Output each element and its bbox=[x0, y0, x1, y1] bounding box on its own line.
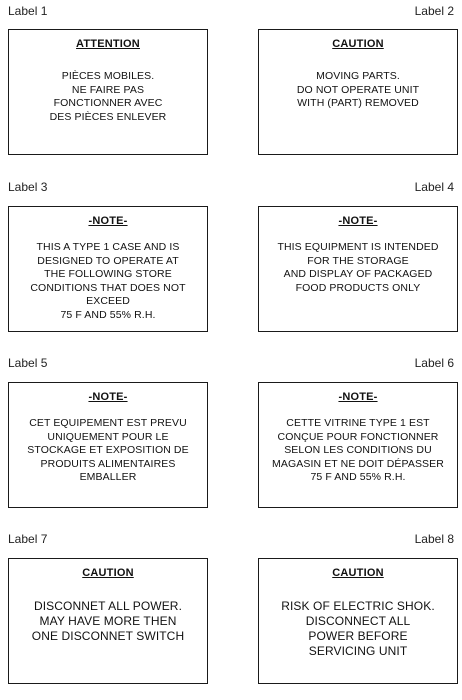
label-5-line: EMBALLER bbox=[79, 471, 137, 483]
label-8-text bbox=[259, 599, 457, 659]
label-3-line: 75 F AND 55% R.H. bbox=[60, 308, 156, 321]
label-4-line: THIS EQUIPMENT IS INTENDED bbox=[277, 241, 439, 253]
label-1-box bbox=[8, 29, 208, 155]
label-2-line: DO NOT OPERATE UNIT bbox=[296, 83, 420, 96]
label-4-caption: Label 4 bbox=[414, 180, 454, 194]
label-6-caption: Label 6 bbox=[414, 356, 454, 370]
label-2-box bbox=[258, 29, 458, 155]
label-4-heading: -NOTE- bbox=[338, 215, 378, 227]
label-3-line: DESIGNED TO OPERATE AT bbox=[37, 254, 179, 267]
label-1-text bbox=[9, 70, 207, 124]
label-6-line: 75 F AND 55% R.H. bbox=[310, 471, 406, 483]
label-8-box bbox=[258, 558, 458, 684]
label-5-box bbox=[8, 382, 208, 508]
label-5-text bbox=[9, 417, 207, 485]
label-5-line: PRODUITS ALIMENTAIRES bbox=[40, 457, 176, 470]
label-8-line: DISCONNECT ALL bbox=[305, 614, 411, 628]
label-4-line: AND DISPLAY OF PACKAGED bbox=[283, 268, 433, 280]
label-6-heading: -NOTE- bbox=[338, 391, 378, 403]
label-8-caption: Label 8 bbox=[414, 532, 454, 546]
label-8-line: POWER BEFORE bbox=[308, 629, 408, 643]
label-4-text bbox=[259, 241, 457, 295]
label-1-line: DES PIÈCES ENLEVER bbox=[49, 110, 167, 123]
label-7-heading: CAUTION bbox=[82, 567, 134, 579]
label-3-text bbox=[9, 241, 207, 322]
label-6-line: MAGASIN ET NE DOIT DÉPASSER bbox=[272, 457, 444, 470]
label-3-box bbox=[8, 206, 208, 332]
label-5-line: CET EQUIPEMENT EST PREVU bbox=[29, 417, 187, 429]
label-6-line: SELON LES CONDITIONS DU bbox=[284, 444, 432, 456]
label-7-caption: Label 7 bbox=[8, 532, 48, 546]
label-5-heading: -NOTE- bbox=[88, 391, 128, 403]
label-2-heading: CAUTION bbox=[332, 38, 384, 50]
label-1-caption: Label 1 bbox=[8, 4, 48, 18]
label-1-heading: ATTENTION bbox=[76, 38, 140, 50]
label-2-line: MOVING PARTS. bbox=[316, 70, 400, 82]
label-4-line: FOR THE STORAGE bbox=[307, 254, 409, 267]
label-2-text bbox=[259, 70, 457, 111]
label-3-caption: Label 3 bbox=[8, 180, 48, 194]
label-7-line: DISCONNET ALL POWER. bbox=[33, 599, 183, 613]
label-3-heading: -NOTE- bbox=[88, 215, 128, 227]
label-3-line: EXCEED bbox=[86, 295, 130, 307]
label-3-line: THE FOLLOWING STORE bbox=[44, 268, 172, 280]
label-5-line: UNIQUEMENT POUR LE bbox=[47, 430, 169, 443]
label-3-line: CONDITIONS THAT DOES NOT bbox=[30, 281, 186, 294]
label-6-text bbox=[259, 417, 457, 485]
label-7-text bbox=[9, 599, 207, 644]
label-1-line: NE FAIRE PAS bbox=[71, 83, 145, 96]
label-6-box bbox=[258, 382, 458, 508]
label-1-line: FONCTIONNER AVEC bbox=[53, 97, 163, 109]
label-4-line: FOOD PRODUCTS ONLY bbox=[295, 281, 421, 294]
label-2-line: WITH (PART) REMOVED bbox=[297, 97, 419, 109]
label-5-caption: Label 5 bbox=[8, 356, 48, 370]
label-1-line: PIÈCES MOBILES. bbox=[61, 70, 155, 82]
label-7-box bbox=[8, 558, 208, 684]
label-7-line: ONE DISCONNET SWITCH bbox=[31, 629, 185, 643]
label-6-line: CETTE VITRINE TYPE 1 EST bbox=[286, 417, 430, 429]
label-6-line: CONÇUE POUR FONCTIONNER bbox=[277, 430, 439, 443]
label-5-line: STOCKAGE ET EXPOSITION DE bbox=[27, 444, 189, 456]
label-4-box bbox=[258, 206, 458, 332]
label-2-caption: Label 2 bbox=[414, 4, 454, 18]
label-7-line: MAY HAVE MORE THEN bbox=[39, 614, 177, 628]
label-3-line: THIS A TYPE 1 CASE AND IS bbox=[36, 241, 180, 253]
label-8-heading: CAUTION bbox=[332, 567, 384, 579]
label-8-line: SERVICING UNIT bbox=[308, 644, 408, 658]
label-8-line: RISK OF ELECTRIC SHOK. bbox=[281, 599, 435, 613]
